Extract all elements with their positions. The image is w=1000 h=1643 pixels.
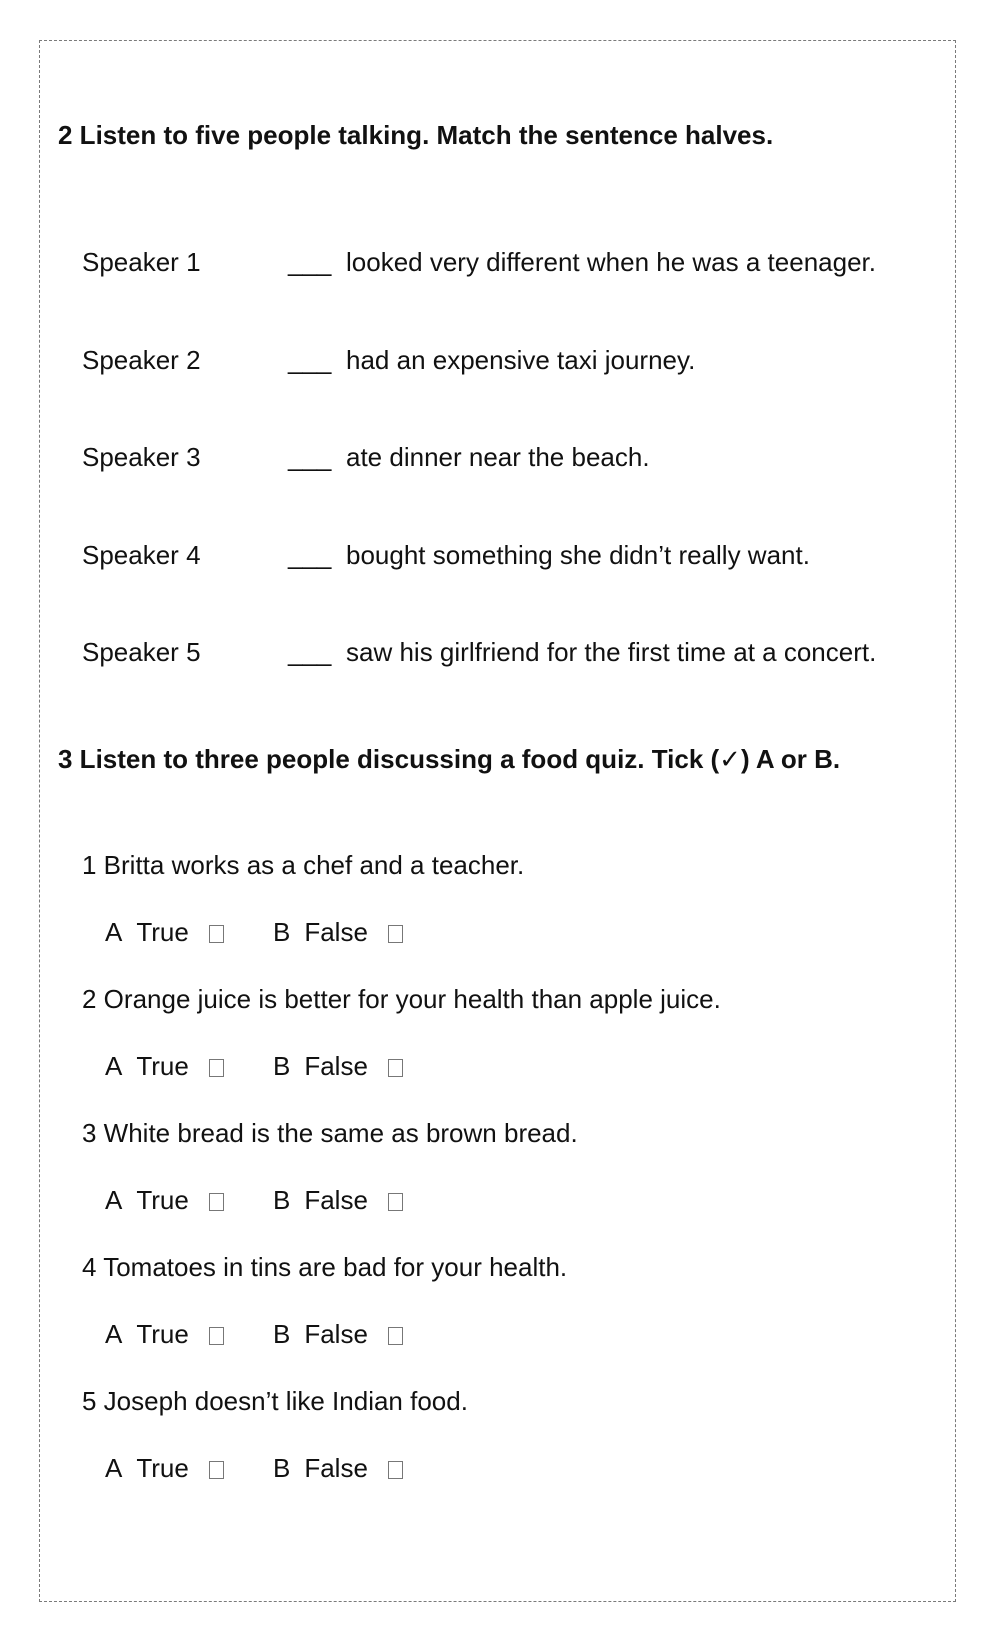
tick-box-b[interactable]	[388, 1059, 403, 1077]
speaker-row	[82, 442, 962, 482]
answer-blank[interactable]: ___	[288, 345, 332, 375]
tick-box-a[interactable]	[209, 1193, 224, 1211]
question-text: 1 Britta works as a chef and a teacher.	[82, 850, 525, 880]
answer-options	[105, 1453, 445, 1487]
tick-box-a[interactable]	[209, 1059, 224, 1077]
speaker-row	[82, 540, 962, 580]
answer-options	[105, 917, 445, 951]
tick-box-b[interactable]	[388, 1327, 403, 1345]
option-b: B False	[273, 1319, 403, 1350]
speaker-label: Speaker 3	[82, 442, 201, 472]
speaker-row	[82, 345, 962, 385]
question-text: 5 Joseph doesn’t like Indian food.	[82, 1386, 468, 1416]
option-b: B False	[273, 917, 403, 948]
speaker-label: Speaker 2	[82, 345, 201, 375]
tick-box-a[interactable]	[209, 1327, 224, 1345]
option-a: A True	[105, 1185, 224, 1216]
section-2-heading: 2 Listen to five people talking. Match the sentence halves.	[58, 120, 774, 150]
tick-box-b[interactable]	[388, 1193, 403, 1211]
option-b: B False	[273, 1051, 403, 1082]
option-a: A True	[105, 917, 224, 948]
answer-blank[interactable]: ___	[288, 540, 332, 570]
question-text: 2 Orange juice is better for your health than apple juice.	[82, 984, 721, 1014]
speaker-row	[82, 637, 962, 677]
option-a: A True	[105, 1453, 224, 1484]
answer-options	[105, 1051, 445, 1085]
speaker-label: Speaker 4	[82, 540, 201, 570]
answer-blank[interactable]: ___	[288, 637, 332, 667]
sentence-half: ate dinner near the beach.	[346, 442, 650, 472]
option-b: B False	[273, 1185, 403, 1216]
tick-box-a[interactable]	[209, 1461, 224, 1479]
speaker-label: Speaker 5	[82, 637, 201, 667]
speaker-row	[82, 247, 962, 287]
answer-blank[interactable]: ___	[288, 247, 332, 277]
question-text: 4 Tomatoes in tins are bad for your health.	[82, 1252, 568, 1282]
tick-box-b[interactable]	[388, 1461, 403, 1479]
sentence-half: had an expensive taxi journey.	[346, 345, 696, 375]
sentence-half: bought something she didn’t really want.	[346, 540, 810, 570]
option-a: A True	[105, 1051, 224, 1082]
sentence-half: looked very different when he was a teenager.	[346, 247, 876, 277]
option-a: A True	[105, 1319, 224, 1350]
answer-blank[interactable]: ___	[288, 442, 332, 472]
answer-options	[105, 1185, 445, 1219]
section-3-heading: 3 Listen to three people discussing a food quiz. Tick (✓) A or B.	[58, 744, 841, 774]
sentence-half: saw his girlfriend for the first time at a concert.	[346, 637, 877, 667]
question-text: 3 White bread is the same as brown bread.	[82, 1118, 578, 1148]
speaker-label: Speaker 1	[82, 247, 201, 277]
option-b: B False	[273, 1453, 403, 1484]
tick-box-a[interactable]	[209, 925, 224, 943]
tick-box-b[interactable]	[388, 925, 403, 943]
answer-options	[105, 1319, 445, 1353]
